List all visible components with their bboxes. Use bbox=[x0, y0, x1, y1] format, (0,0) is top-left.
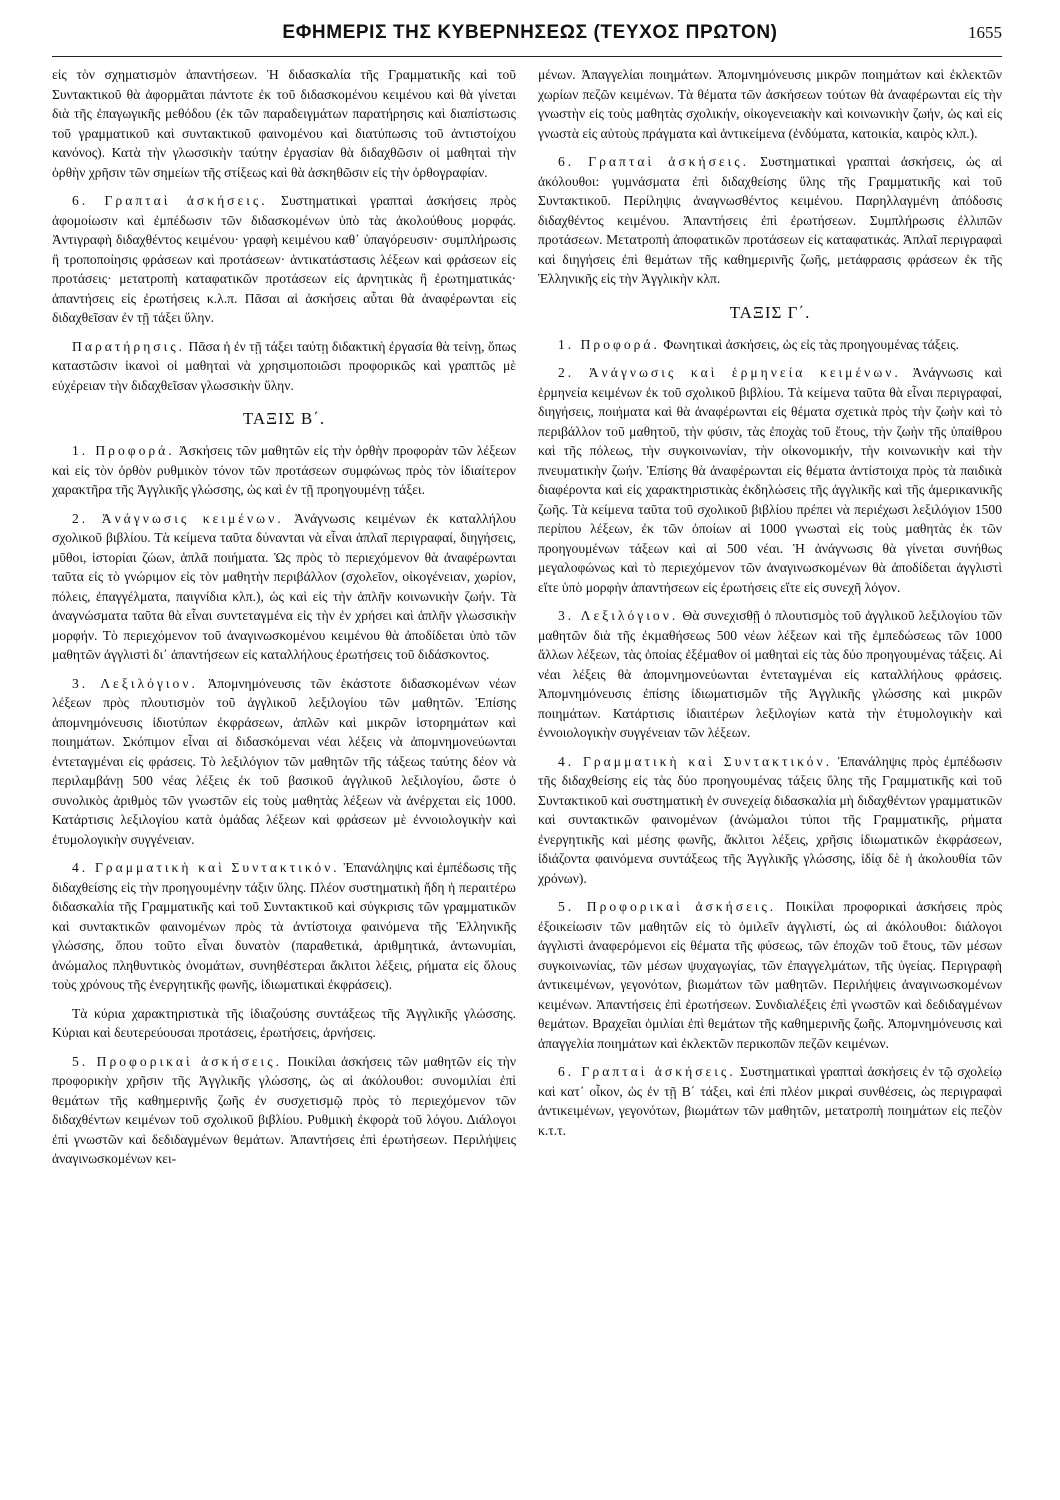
paragraph-b-grammar-note: Τὰ κύρια χαρακτηριστικὰ τῆς ἰδιαζούσης συντάξεως τῆς Ἀγγλικῆς γλώσσης. Κύριαι καὶ δευτερεύουσαι προτάσεις, ἐρωτήσεις, ἀρνήσεις. bbox=[52, 1005, 516, 1040]
page-header bbox=[52, 22, 1002, 57]
item-text: Ποικίλαι ἀσκήσεις τῶν μαθητῶν εἰς τὴν προφορικὴν χρῆσιν τῆς Ἀγγλικῆς γλώσσης, ὡς αἱ ἀκόλουθοι: συνομιλίαι ἐπὶ θεμάτων τῆς καθημερινῆς ζωῆς ἐν συσχετισμῷ πρὸς τὸ περιεχόμενον τῶν διδαχθέντων κειμένων τοῦ σχολικοῦ βιβλίου. Ρυθμικὴ ἐκφορὰ τοῦ λόγου. Διάλογοι ἐπὶ γνωστῶν καὶ δεδιδαγμένων θεμάτων. Ἀπαντήσεις ἐπὶ ἐρωτήσεων. Περιλήψεις ἀναγινωσκομένων κει- bbox=[52, 1053, 516, 1166]
item-text: Ἀνάγνωσις καὶ ἑρμηνεία κειμένων ἐκ τοῦ σχολικοῦ βιβλίου. Τὰ κείμενα ταῦτα θὰ εἶναι περιγραφαί, διηγήσεις, ποιήματα καὶ θὰ ἀναφέρωνται εἰς θέματα σχετικὰ πρὸς τὴν ζωὴν καὶ τὸ περιβάλλον τοῦ μαθητοῦ, τὴν φύσιν, τὰς ἐποχὰς τοῦ ἔτους, τὴν ζωὴν τῆς ὑπαίθρου καὶ τῆς πόλεως, τὴν συγκοινωνίαν, τὴν οἰκονομικήν, τὴν κοινωνικὴν καὶ τὴν πνευματικὴν ζωήν. Ἐπίσης θὰ ἀναφέρωνται εἰς θέματα ἀντίστοιχα πρὸς τὰ παιδικὰ διαφέροντα καὶ εἰς χαρακτηριστικὰς ἐκδηλώσεις τῆς ἀγγλικῆς καὶ τῆς ἀμερικανικῆς ζωῆς. Τὰ κείμενα ταῦτα τοῦ σχολικοῦ βιβλίου πρέπει νὰ περιέχωσι λεξιλόγιον 1500 περίπου λέξεων, ἐκ τῶν ὁποίων αἱ 1000 γνωσταὶ εἰς τοὺς μαθητὰς ἐκ τῶν προηγουμένων τάξεων καὶ αἱ 500 νέαι. Ἡ ἀνάγνωσις θὰ γίνεται συνήθως μεγαλοφώνως καὶ τὸ περιεχόμενον τῶν ἀναγινωσκομένων θὰ ἀποδίδεται ἀγγλιστὶ εἴτε ὑπὸ μορφὴν ἀπαντήσεων εἰς ἐρωτήσεις εἴτε εἰς συνεχῆ λόγον. bbox=[538, 365, 1002, 595]
item-label: 3. Λεξιλόγιον. bbox=[72, 675, 198, 691]
section-heading-class-c: ΤΑΞΙΣ Γ΄. bbox=[729, 302, 811, 322]
item-label: 5. Προφορικαὶ ἀσκήσεις. bbox=[72, 1053, 282, 1069]
item-text: Θὰ συνεχισθῇ ὁ πλουτισμὸς τοῦ ἀγγλικοῦ λεξιλογίου τῶν μαθητῶν διὰ τῆς ἐκμαθήσεως 500 νέων λέξεων καὶ τῆς ἐμπεδώσεως τῶν 1000 ἄλλων λέξεων, τὰς ὁποίας ἐξέμαθον οἱ μαθηταὶ εἰς τὰς δύο προηγουμένας τάξεις. Αἱ νέαι λέξεις θὰ ἀπομνημονεύωνται ἐντεταγμέναι εἰς καταλλήλους φράσεις. Ἀπομνημόνευσις ἐπίσης ἰδιωματισμῶν τῆς Ἀγγλικῆς γλώσσης καὶ μικρῶν ποιημάτων. Κατάρτισις ἰδιαιτέρων λεξιλογίων κατὰ τὴν ἐτυμολογικὴν καὶ ἐννοιολογικὴν συγγένειαν τῶν λέξεων. bbox=[538, 608, 1002, 740]
paragraph-remark bbox=[52, 337, 516, 396]
paragraph-b-reading bbox=[52, 509, 516, 665]
gazette-title: ΕΦΗΜΕΡΙΣ ΤΗΣ ΚΥΒΕΡΝΗΣΕΩΣ (ΤΕΥΧΟΣ ΠΡΩΤΟΝ) bbox=[282, 22, 778, 43]
paragraph-c-grammar bbox=[538, 752, 1002, 889]
item-text: Ἐπανάληψις πρὸς ἐμπέδωσιν τῆς διδαχθείσης εἰς τὰς δύο προηγουμένας τάξεις ὕλης τῆς Γραμματικῆς καὶ τοῦ Συντακτικοῦ καὶ συστηματικὴ ἐν συνεχείᾳ διδασκαλία μὴ διδαχθέντων γραμματικῶν καὶ συντακτικῶν φαινομένων (ἀνώμαλοι τύποι τῆς Γραμματικῆς, ρήματα ἐνεργητικῆς καὶ μέσης φωνῆς, ἄκλιτοι λέξεις, χρῆσις ἰδιωματικῶν ἐκφράσεων, ἰδιάζοντα φαινόμενα συντάξεως τῆς Ἀγγλικῆς γλώσσης, ἰδίᾳ δὲ ἡ ἀκολουθία τῶν χρόνων). bbox=[538, 753, 1002, 886]
continued-paragraph: εἰς τὸν σχηματισμὸν ἀπαντήσεων. Ἡ διδασκαλία τῆς Γραμματικῆς καὶ τοῦ Συντακτικοῦ θὰ ἀφορμᾶται πάντοτε ἐκ τοῦ διδασκομένου κειμένου καὶ θὰ γίνεται διὰ τῆς ἐπαγωγικῆς μεθόδου (ἐκ τῶν παραδειγμάτων παρατήρησις καὶ διαπίστωσις τοῦ γραμματικοῦ καὶ συντακτικοῦ φαινομένου καὶ διατύπωσις τοῦ ἀντιστοίχου κανόνος). Κατὰ τὴν γλωσσικὴν ταύτην ἐργασίαν θὰ διδαχθῶσιν οἱ μαθηταὶ τὴν ὀρθὴν χρῆσιν τῶν σημείων τῆς στίξεως καὶ θὰ ἀσκηθῶσιν εἰς τὴν ὀρθογραφίαν. bbox=[52, 67, 516, 180]
item-label: 1. Προφορά. bbox=[72, 443, 175, 458]
right-column bbox=[538, 65, 1002, 1178]
item-text: Ἀσκήσεις τῶν μαθητῶν εἰς τὴν ὀρθὴν προφορὰν τῶν λέξεων καὶ εἰς τὸν ὀρθὸν ρυθμικὸν τόνον τῶν προτάσεων συμφώνως πρὸς τὸν ἰδιαίτερον χαρακτῆρα τῆς Ἀγγλικῆς γλώσσης, ὡς καὶ ἐν τῇ προηγουμένῃ τάξει. bbox=[52, 443, 516, 497]
paragraph-b-oral bbox=[52, 1052, 516, 1169]
item-label: 1. Προφορά. bbox=[558, 336, 660, 352]
item-text: Φωνητικαὶ ἀσκήσεις, ὡς εἰς τὰς προηγουμένας τάξεις. bbox=[659, 336, 959, 352]
paragraph-b-grammar bbox=[52, 858, 516, 995]
item-label: 6. Γραπταὶ ἀσκήσεις. bbox=[72, 193, 268, 208]
paragraph-c-pronunciation bbox=[538, 335, 1002, 355]
paragraph-c-written bbox=[538, 1062, 1002, 1140]
item-text: Ἀπομνημόνευσις τῶν ἑκάστοτε διδασκομένων νέων λέξεων πρὸς πλουτισμὸν τοῦ ἀγγλικοῦ λεξιλογίου τῶν μαθητῶν. Ἐπίσης ἀπομνημόνευσις ἰδιοτύπων ἐκφράσεων, ἁπλῶν καὶ μικρῶν ἱστορημάτων καὶ ποιημάτων. Σκόπιμον εἶναι αἱ διδασκόμεναι νέαι λέξεις νὰ ἀπομνημονεύωνται ἐντεταγμέναι εἰς φράσεις. Τὸ λεξιλόγιον τῶν μαθητῶν τῆς τάξεως ταύτης δέον νὰ περιλαμβάνῃ 500 νέας λέξεις ἐκ τοῦ βασικοῦ ἀγγλικοῦ λεξιλογίου, ὥστε ὁ συνολικὸς ἀριθμὸς τῶν γνωστῶν εἰς τοὺς μαθητὰς λέξεων νὰ ἀνέρχεται εἰς 1000. Κατάρτισις λεξιλογίου κατὰ ὁμάδας λέξεων καὶ φράσεων μὲ ἐννοιολογικὴν καὶ ἐτυμολογικὴν συγγένειαν. bbox=[52, 675, 516, 847]
page-number: 1655 bbox=[968, 23, 1002, 42]
item-text: Ἐπανάληψις καὶ ἐμπέδωσις τῆς διδαχθείσης εἰς τὴν προηγουμένην τάξιν ὕλης. Πλέον συστηματικὴ ἤδη ἡ περαιτέρω διδασκαλία τῆς Γραμματικῆς καὶ τοῦ Συντακτικοῦ καὶ σύγκρισις τῶν γραμματικῶν καὶ συντακτικῶν φαινομένων πρὸς τὰ ἀντίστοιχα φαινόμενα τῆς Ἑλληνικῆς γλώσσης, ὅπου τοῦτο εἶναι δυνατὸν (παραθετικά, ἀριθμητικά, ἀντωνυμίαι, ἀνώμαλος πληθυντικὸς ὀνομάτων, συνηθέστεραι ἄκλιτοι λέξεις, ρήματα εἰς ὅλους τοὺς χρόνους τῆς ἐνεργητικῆς φωνῆς, ἰδιωματικαὶ ἐκφράσεις). bbox=[52, 860, 516, 992]
item-text: Συστηματικαὶ γραπταὶ ἀσκήσεις, ὡς αἱ ἀκόλουθοι: γυμνάσματα ἐπὶ διδαχθείσης ὕλης τῆς Γραμματικῆς καὶ τοῦ Συντακτικοῦ. Περίληψις ἀναγνωσθέντος κειμένου. Παρηλλαγμένη ἀπόδοσις διδαχθέντος κειμένου. Ἀπαντήσεις ἐπὶ ἐρωτήσεων. Συμπλήρωσις ἐλλιπῶν προτάσεων. Μετατροπὴ ἀποφατικῶν προτάσεων εἰς καταφατικάς. Ἁπλαῖ περιγραφαὶ καὶ διηγήσεις ἐπὶ θεμάτων τῆς καθημερινῆς ζωῆς, μετάφρασις φράσεων ἐκ τῆς Ἑλληνικῆς εἰς τὴν Ἀγγλικὴν κλπ. bbox=[538, 154, 1002, 286]
item-label: 6. Γραπταὶ ἀσκήσεις. bbox=[558, 1064, 736, 1079]
paragraph-b-written bbox=[538, 152, 1002, 289]
paragraph-b-vocabulary bbox=[52, 674, 516, 850]
item-label: 5. Προφορικαὶ ἀσκήσεις. bbox=[558, 899, 777, 914]
item-label: 4. Γραμματικὴ καὶ Συντακτικόν. bbox=[558, 753, 833, 769]
paragraph-written-exercises-a bbox=[52, 191, 516, 328]
item-label: 2. Ἀνάγνωσις καὶ ἑρμηνεία κειμένων. bbox=[558, 365, 901, 380]
item-text: Πᾶσα ἡ ἐν τῇ τάξει ταύτῃ διδακτικὴ ἐργασία θὰ τείνῃ, ὅπως καταστῶσιν ἱκανοὶ οἱ μαθηταὶ νὰ χρησιμοποιῶσι προφορικῶς καὶ γραπτῶς μὲ εὐχέρειαν τὴν διδαχθεῖσαν γλωσσικὴν ὕλην. bbox=[52, 338, 516, 393]
continued-paragraph-right: μένων. Ἀπαγγελίαι ποιημάτων. Ἀπομνημόνευσις μικρῶν ποιημάτων καὶ ἐκλεκτῶν χωρίων πεζῶν κειμένων. Τὰ θέματα τῶν ἀσκήσεων τούτων θὰ ἀναφέρωνται εἰς τὴν γνωστὴν εἰς τοὺς μαθητὰς σχολικήν, οἰκογενειακὴν καὶ κοινωνικὴν ζωήν, ὡς καὶ εἰς γνωστὰ εἰς αὐτοὺς πράγματα καὶ ἀντικείμενα (ἐνδύματα, κατοικία, καιρὸς κλπ.). bbox=[538, 67, 1002, 141]
item-label: 6. Γραπταὶ ἀσκήσεις. bbox=[558, 154, 750, 169]
paragraph-c-oral bbox=[538, 897, 1002, 1053]
item-label: 3. Λεξιλόγιον. bbox=[558, 608, 679, 623]
item-label: 2. Ἀνάγνωσις κειμένων. bbox=[72, 510, 284, 526]
paragraph-c-reading bbox=[538, 363, 1002, 597]
left-column bbox=[52, 65, 516, 1178]
item-text: Ἀνάγνωσις κειμένων ἐκ καταλλήλου σχολικοῦ βιβλίου. Τὰ κείμενα ταῦτα δύνανται νὰ εἶναι ἁπλαῖ περιγραφαί, διηγήσεις, μῦθοι, ἱστορίαι ζώων, ἁπλᾶ ποιήματα. Ὡς πρὸς τὸ περιεχόμενον θὰ ἀναφέρωνται ταῦτα εἰς τὸ γνώριμον εἰς τὸν μαθητὴν περιβάλλον (σχολεῖον, οἰκογένειαν, χωρίον, πόλεις, ἐπαγγέλματα, παιγνίδια κλπ.), ὡς καὶ εἰς τὴν ἁπλῆν κοινωνικὴν ζωήν. Τὰ ἀναγνώσματα ταῦτα θὰ εἶναι συντεταγμένα εἰς τὴν ἐν χρήσει καὶ ἁπλῆν γλωσσικὴν μορφήν. Τὸ περιεχόμενον τοῦ ἀναγινωσκομένου κειμένου θὰ ἀποδίδεται ὑπὸ τῶν μαθητῶν ἀγγλιστὶ δι᾽ ἀπαντήσεων εἰς καταλλήλους ἐρωτήσεις τοῦ διδάσκοντος. bbox=[52, 510, 516, 662]
section-heading-class-b: ΤΑΞΙΣ Β΄. bbox=[242, 409, 326, 428]
paragraph-c-vocabulary bbox=[538, 606, 1002, 743]
item-text: Συστηματικαὶ γραπταὶ ἀσκήσεις ἐν τῷ σχολείῳ καὶ κατ᾽ οἶκον, ὡς ἐν τῇ Β΄ τάξει, καὶ ἐπὶ πλέον μικραὶ συνθέσεις, ὡς περιγραφαὶ ἀντικειμένων, γεγονότων, βιωμάτων τῶν μαθητῶν, μετατροπὴ ποιημάτων εἰς πεζὸν κ.τ.τ. bbox=[538, 1064, 1002, 1138]
item-label: 4. Γραμματικὴ καὶ Συντακτικόν. bbox=[72, 860, 340, 875]
two-column-body bbox=[52, 65, 1002, 1178]
item-text: Συστηματικαὶ γραπταὶ ἀσκήσεις πρὸς ἀφομοίωσιν καὶ ἐμπέδωσιν τῶν διδασκομένων ὑπὸ τὰς ἀκολούθους μορφάς. Ἀντιγραφὴ διδαχθέντος κειμένου· γραφὴ κειμένου καθ᾽ ὑπαγόρευσιν· συμπλήρωσις ἢ τροποποίησις φράσεων καὶ προτάσεων· ἀντικατάστασις λέξεων καὶ φράσεων εἰς προτάσεις· μετατροπὴ καταφατικῶν προτάσεων εἰς ἀρνητικὰς ἢ ἐρωτηματικάς· ἀπαντήσεις εἰς ἐρωτήσεις κ.λ.π. Πᾶσαι αἱ ἀσκήσεις αὗται θὰ ἀναφέρωνται εἰς διδαχθεῖσαν ἐν τῇ τάξει ὕλην. bbox=[52, 193, 517, 325]
item-label: Παρατήρησις. bbox=[72, 338, 186, 354]
paragraph-b-pronunciation bbox=[52, 441, 516, 500]
item-text: Ποικίλαι προφορικαὶ ἀσκήσεις πρὸς ἐξοικείωσιν τῶν μαθητῶν εἰς τὸ ὁμιλεῖν ἀγγλιστί, ὡς αἱ ἀκόλουθοι: διάλογοι ἀγγλιστὶ ἀναφερόμενοι εἰς θέματα τῆς φύσεως, τῶν ἐποχῶν τοῦ ἔτους, τῶν μέσων συγκοινωνίας, τῶν μέσων ψυχαγωγίας, τῶν ἐπαγγελμάτων, τῆς ὑγείας. Περιγραφὴ ἀντικειμένων, γεγονότων, βιωμάτων τῶν μαθητῶν. Περιλήψεις ἀναγινωσκομένων κειμένων. Ἀπαντήσεις ἐπὶ ἐρωτήσεων. Συνδιαλέξεις ἐπὶ γνωστῶν καὶ δεδιδαγμένων θεμάτων. Βραχεῖαι ὁμιλίαι ἐπὶ θεμάτων τῆς καθημερινῆς ζωῆς. Ἀπομνημόνευσις καὶ ἀπαγγελία ποιημάτων καὶ ἐκλεκτῶν περικοπῶν πεζῶν κειμένων. bbox=[538, 899, 1002, 1051]
